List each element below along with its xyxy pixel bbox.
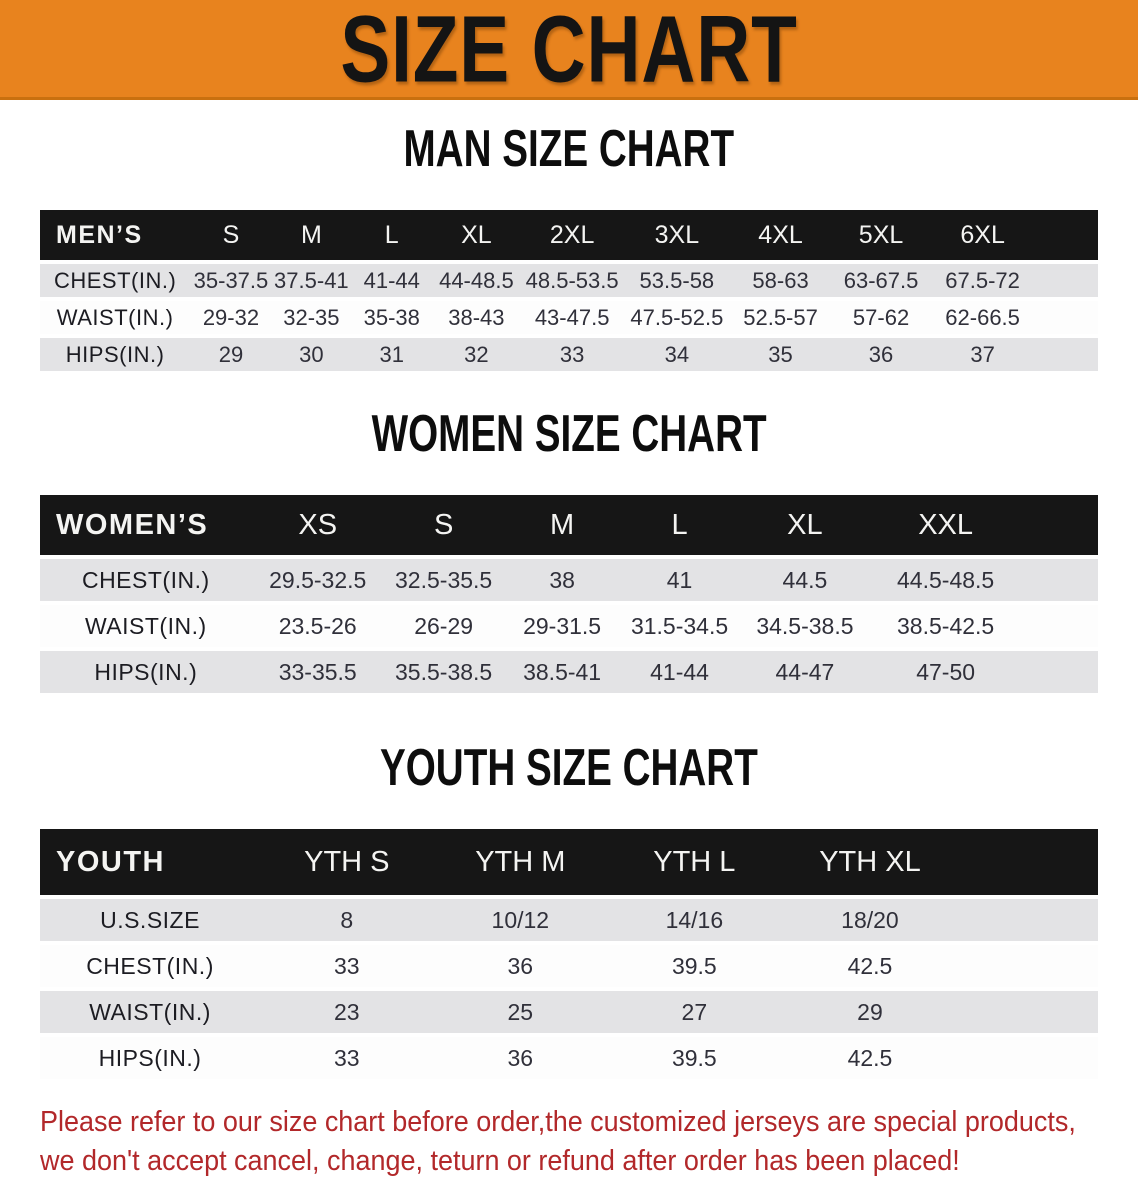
size-column-header: YTH L <box>607 829 782 895</box>
value-cell: 57-62 <box>831 301 930 334</box>
value-cell: 29.5-32.5 <box>252 559 384 601</box>
spacer-cell <box>1020 651 1098 693</box>
women-table-group-label: WOMEN’S <box>40 495 252 555</box>
value-cell: 47.5-52.5 <box>624 301 730 334</box>
row-label: U.S.SIZE <box>40 899 260 941</box>
spacer-cell <box>958 829 1098 895</box>
spacer-cell <box>958 1037 1098 1079</box>
value-cell: 44.5 <box>738 559 871 601</box>
youth-chest-row <box>40 945 1098 987</box>
size-column-header: YTH XL <box>782 829 959 895</box>
spacer-cell <box>1020 605 1098 647</box>
spacer-cell <box>1034 264 1098 297</box>
row-label: CHEST(IN.) <box>40 945 260 987</box>
size-column-header: L <box>621 495 738 555</box>
spacer-cell <box>1034 338 1098 371</box>
value-cell: 33-35.5 <box>252 651 384 693</box>
size-column-header: S <box>384 495 504 555</box>
men-section-heading <box>0 118 1138 184</box>
size-column-header: XXL <box>872 495 1020 555</box>
value-cell: 44.5-48.5 <box>872 559 1020 601</box>
men-chest-row <box>40 264 1098 297</box>
value-cell: 39.5 <box>607 945 782 987</box>
value-cell: 47-50 <box>872 651 1020 693</box>
row-label: HIPS(IN.) <box>40 1037 260 1079</box>
row-label: CHEST(IN.) <box>40 264 190 297</box>
value-cell: 31 <box>351 338 432 371</box>
value-cell: 32-35 <box>272 301 351 334</box>
row-label: WAIST(IN.) <box>40 991 260 1033</box>
row-label: WAIST(IN.) <box>40 605 252 647</box>
value-cell: 33 <box>260 1037 434 1079</box>
value-cell: 62-66.5 <box>931 301 1035 334</box>
spacer-cell <box>1034 210 1098 260</box>
page-title: SIZE CHART <box>340 0 798 102</box>
value-cell: 38.5-42.5 <box>872 605 1020 647</box>
men-size-table <box>40 206 1098 375</box>
size-column-header: XL <box>738 495 871 555</box>
size-column-header: 6XL <box>931 210 1035 260</box>
women-waist-row <box>40 605 1098 647</box>
footer-note <box>40 1103 1138 1181</box>
value-cell: 41-44 <box>621 651 738 693</box>
value-cell: 41 <box>621 559 738 601</box>
youth-section-heading <box>0 737 1138 803</box>
value-cell: 32.5-35.5 <box>384 559 504 601</box>
value-cell: 58-63 <box>730 264 832 297</box>
value-cell: 38 <box>503 559 620 601</box>
value-cell: 23.5-26 <box>252 605 384 647</box>
value-cell: 37.5-41 <box>272 264 351 297</box>
value-cell: 63-67.5 <box>831 264 930 297</box>
size-column-header: M <box>272 210 351 260</box>
size-column-header: L <box>351 210 432 260</box>
size-column-header: 4XL <box>730 210 832 260</box>
value-cell: 27 <box>607 991 782 1033</box>
men-hips-row <box>40 338 1098 371</box>
spacer-cell <box>1020 495 1098 555</box>
size-column-header: XL <box>432 210 520 260</box>
value-cell: 41-44 <box>351 264 432 297</box>
size-column-header: S <box>190 210 271 260</box>
value-cell: 23 <box>260 991 434 1033</box>
value-cell: 35-38 <box>351 301 432 334</box>
men-table-group-label: MEN’S <box>40 210 190 260</box>
size-column-header: 5XL <box>831 210 930 260</box>
value-cell: 42.5 <box>782 1037 959 1079</box>
footer-line-2: we don't accept cancel, change, teturn or refund after order has been placed! <box>40 1145 960 1177</box>
women-section-heading <box>0 403 1138 469</box>
value-cell: 44-47 <box>738 651 871 693</box>
youth-section-title: YOUTH SIZE CHART <box>380 737 758 797</box>
value-cell: 34.5-38.5 <box>738 605 871 647</box>
spacer-cell <box>958 945 1098 987</box>
value-cell: 42.5 <box>782 945 959 987</box>
value-cell: 38.5-41 <box>503 651 620 693</box>
value-cell: 37 <box>931 338 1035 371</box>
value-cell: 33 <box>260 945 434 987</box>
value-cell: 14/16 <box>607 899 782 941</box>
spacer-cell <box>1034 301 1098 334</box>
value-cell: 34 <box>624 338 730 371</box>
value-cell: 35.5-38.5 <box>384 651 504 693</box>
value-cell: 53.5-58 <box>624 264 730 297</box>
value-cell: 33 <box>520 338 624 371</box>
size-column-header: 3XL <box>624 210 730 260</box>
youth-table-header-row <box>40 829 1098 895</box>
row-label: WAIST(IN.) <box>40 301 190 334</box>
value-cell: 30 <box>272 338 351 371</box>
women-size-table <box>40 491 1098 697</box>
row-label: HIPS(IN.) <box>40 338 190 371</box>
value-cell: 29-31.5 <box>503 605 620 647</box>
youth-size-table <box>40 825 1098 1083</box>
value-cell: 26-29 <box>384 605 504 647</box>
value-cell: 8 <box>260 899 434 941</box>
value-cell: 39.5 <box>607 1037 782 1079</box>
men-waist-row <box>40 301 1098 334</box>
value-cell: 29 <box>190 338 271 371</box>
size-column-header: YTH M <box>434 829 608 895</box>
value-cell: 36 <box>831 338 930 371</box>
youth-waist-row <box>40 991 1098 1033</box>
value-cell: 48.5-53.5 <box>520 264 624 297</box>
value-cell: 31.5-34.5 <box>621 605 738 647</box>
value-cell: 36 <box>434 945 608 987</box>
value-cell: 29-32 <box>190 301 271 334</box>
row-label: HIPS(IN.) <box>40 651 252 693</box>
size-column-header: YTH S <box>260 829 434 895</box>
value-cell: 44-48.5 <box>432 264 520 297</box>
value-cell: 35 <box>730 338 832 371</box>
youth-hips-row <box>40 1037 1098 1079</box>
women-table-header-row <box>40 495 1098 555</box>
value-cell: 29 <box>782 991 959 1033</box>
spacer-cell <box>1020 559 1098 601</box>
value-cell: 38-43 <box>432 301 520 334</box>
spacer-cell <box>958 991 1098 1033</box>
size-column-header: M <box>503 495 620 555</box>
value-cell: 10/12 <box>434 899 608 941</box>
women-chest-row <box>40 559 1098 601</box>
youth-table-group-label: YOUTH <box>40 829 260 895</box>
value-cell: 52.5-57 <box>730 301 832 334</box>
value-cell: 25 <box>434 991 608 1033</box>
women-section-title: WOMEN SIZE CHART <box>371 403 767 463</box>
youth-ussize-row <box>40 899 1098 941</box>
men-section-title: MAN SIZE CHART <box>403 118 735 178</box>
men-table-header-row <box>40 210 1098 260</box>
banner <box>0 0 1138 100</box>
value-cell: 36 <box>434 1037 608 1079</box>
value-cell: 67.5-72 <box>931 264 1035 297</box>
size-column-header: 2XL <box>520 210 624 260</box>
value-cell: 32 <box>432 338 520 371</box>
size-column-header: XS <box>252 495 384 555</box>
value-cell: 43-47.5 <box>520 301 624 334</box>
spacer-cell <box>958 899 1098 941</box>
women-hips-row <box>40 651 1098 693</box>
value-cell: 35-37.5 <box>190 264 271 297</box>
footer-line-1: Please refer to our size chart before order,the customized jerseys are special products, <box>40 1106 1076 1138</box>
row-label: CHEST(IN.) <box>40 559 252 601</box>
value-cell: 18/20 <box>782 899 959 941</box>
